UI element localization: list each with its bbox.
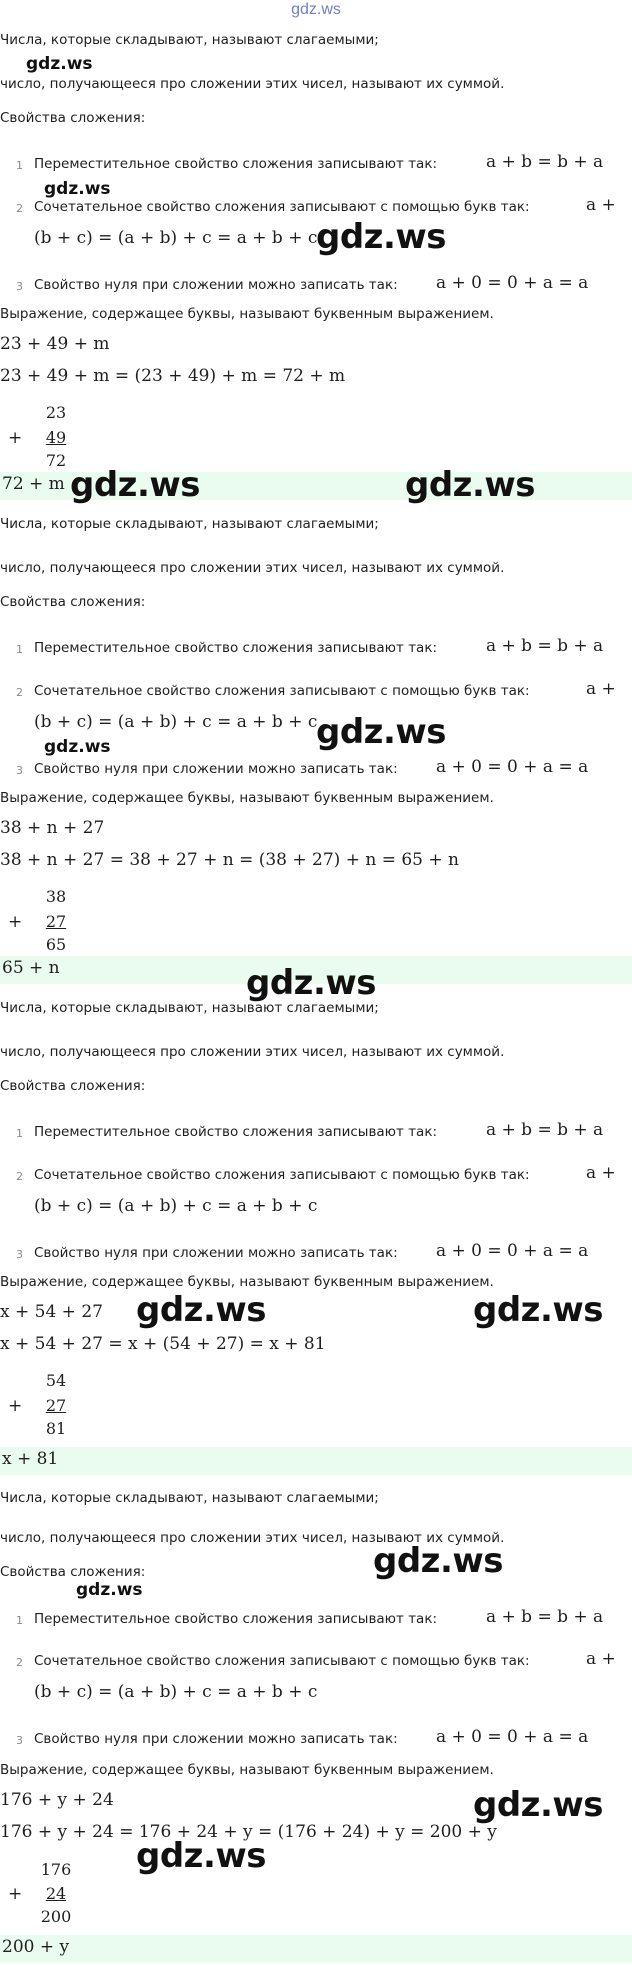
associative-formula: (b + c) = (a + b) + c = a + b + c — [34, 1682, 318, 1702]
property-associative: Сочетательное свойство сложения записывают с помощью букв так: — [34, 1653, 530, 1669]
commutative-formula: a + b = b + a — [486, 636, 604, 656]
transformation: 23 + 49 + m = (23 + 49) + m = 72 + m — [0, 366, 346, 386]
associative-formula-start: a + — [586, 1163, 616, 1183]
column-addend-1: 54 — [45, 1371, 67, 1390]
property-commutative: Переместительное свойство сложения записывают так: — [34, 156, 438, 172]
plus-sign: + — [8, 912, 23, 932]
associative-formula: (b + c) = (a + b) + c = a + b + c — [34, 1196, 318, 1216]
associative-formula-start: a + — [586, 1649, 616, 1669]
column-addend-2: 49 — [45, 428, 67, 447]
column-sum: 72 — [45, 451, 67, 470]
column-sum: 200 — [40, 1907, 72, 1926]
transformation: x + 54 + 27 = x + (54 + 27) = x + 81 — [0, 1334, 326, 1354]
list-number: 3 — [16, 764, 23, 777]
expression: 176 + y + 24 — [0, 1790, 114, 1810]
zero-formula: a + 0 = 0 + a = a — [436, 273, 589, 293]
property-associative: Сочетательное свойство сложения записывают с помощью букв так: — [34, 1167, 530, 1183]
watermark: gdz.ws — [76, 1580, 143, 1600]
terms-definition: Числа, которые складывают, называют слагаемыми; — [0, 1000, 379, 1016]
column-addend-2: 27 — [45, 912, 67, 931]
plus-sign: + — [8, 1396, 23, 1416]
list-number: 3 — [16, 1734, 23, 1747]
associative-formula: (b + c) = (a + b) + c = a + b + c — [34, 228, 318, 248]
letter-expression-definition: Выражение, содержащее буквы, называют буквенным выражением. — [0, 1274, 494, 1290]
property-zero: Свойство нуля при сложении можно записать так: — [34, 277, 398, 293]
plus-sign: + — [8, 1884, 23, 1904]
transformation: 176 + y + 24 = 176 + 24 + y = (176 + 24) + y = 200 + y — [0, 1822, 497, 1842]
property-zero: Свойство нуля при сложении можно записать так: — [34, 1245, 398, 1261]
expression: x + 54 + 27 — [0, 1302, 103, 1322]
zero-formula: a + 0 = 0 + a = a — [436, 1727, 589, 1747]
sum-definition: число, получающееся про сложении этих чисел, называют их суммой. — [0, 1530, 505, 1546]
list-number: 1 — [16, 1127, 23, 1140]
list-number: 1 — [16, 1614, 23, 1627]
answer: 65 + n — [2, 958, 60, 978]
watermark: gdz.ws — [26, 54, 93, 74]
letter-expression-definition: Выражение, содержащее буквы, называют буквенным выражением. — [0, 306, 494, 322]
watermark: gdz.ws — [136, 1290, 267, 1330]
answer: x + 81 — [2, 1449, 59, 1469]
watermark: gdz.ws — [316, 712, 447, 752]
sum-definition: число, получающееся про сложении этих чисел, называют их суммой. — [0, 76, 505, 92]
sum-definition: число, получающееся про сложении этих чисел, называют их суммой. — [0, 560, 505, 576]
transformation: 38 + n + 27 = 38 + 27 + n = (38 + 27) + n = 65 + n — [0, 850, 459, 870]
exercise-block-4 — [0, 1450, 632, 1932]
list-number: 1 — [16, 159, 23, 172]
column-addend-1: 38 — [45, 887, 67, 906]
watermark: gdz.ws — [44, 737, 111, 757]
list-number: 3 — [16, 1248, 23, 1261]
zero-formula: a + 0 = 0 + a = a — [436, 757, 589, 777]
list-number: 2 — [16, 1656, 23, 1669]
property-commutative: Переместительное свойство сложения записывают так: — [34, 1124, 438, 1140]
header-watermark: gdz.ws — [291, 1, 341, 18]
list-number: 2 — [16, 1170, 23, 1183]
commutative-formula: a + b = b + a — [486, 152, 604, 172]
answer: 200 + y — [2, 1937, 70, 1957]
commutative-formula: a + b = b + a — [486, 1607, 604, 1627]
watermark: gdz.ws — [316, 217, 447, 257]
properties-title: Свойства сложения: — [0, 110, 146, 126]
watermark: gdz.ws — [246, 963, 377, 1003]
list-number: 3 — [16, 280, 23, 293]
watermark: gdz.ws — [405, 465, 536, 505]
property-commutative: Переместительное свойство сложения записывают так: — [34, 640, 438, 656]
sum-definition: число, получающееся про сложении этих чисел, называют их суммой. — [0, 1044, 505, 1060]
exercise-block-3 — [0, 966, 632, 1448]
watermark: gdz.ws — [373, 1541, 504, 1581]
column-addend-2: 24 — [45, 1884, 67, 1903]
list-number: 2 — [16, 686, 23, 699]
column-addend-1: 176 — [40, 1860, 72, 1879]
watermark: gdz.ws — [70, 465, 201, 505]
terms-definition: Числа, которые складывают, называют слагаемыми; — [0, 516, 379, 532]
watermark: gdz.ws — [473, 1785, 604, 1825]
property-zero: Свойство нуля при сложении можно записать так: — [34, 1731, 398, 1747]
column-addend-1: 23 — [45, 403, 67, 422]
associative-formula-start: a + — [586, 195, 616, 215]
list-number: 2 — [16, 202, 23, 215]
letter-expression-definition: Выражение, содержащее буквы, называют буквенным выражением. — [0, 1762, 494, 1778]
properties-title: Свойства сложения: — [0, 1564, 146, 1580]
watermark: gdz.ws — [136, 1836, 267, 1876]
expression: 38 + n + 27 — [0, 818, 105, 838]
watermark: gdz.ws — [473, 1290, 604, 1330]
plus-sign: + — [8, 428, 23, 448]
property-associative: Сочетательное свойство сложения записывают с помощью букв так: — [34, 683, 530, 699]
commutative-formula: a + b = b + a — [486, 1120, 604, 1140]
properties-title: Свойства сложения: — [0, 594, 146, 610]
column-sum: 81 — [45, 1419, 67, 1438]
terms-definition: Числа, которые складывают, называют слагаемыми; — [0, 1490, 379, 1506]
watermark: gdz.ws — [44, 179, 111, 199]
associative-formula-start: a + — [586, 679, 616, 699]
zero-formula: a + 0 = 0 + a = a — [436, 1241, 589, 1261]
expression: 23 + 49 + m — [0, 334, 110, 354]
associative-formula: (b + c) = (a + b) + c = a + b + c — [34, 712, 318, 732]
property-commutative: Переместительное свойство сложения записывают так: — [34, 1611, 438, 1627]
property-associative: Сочетательное свойство сложения записывают с помощью букв так: — [34, 199, 530, 215]
property-zero: Свойство нуля при сложении можно записать так: — [34, 761, 398, 777]
list-number: 1 — [16, 643, 23, 656]
letter-expression-definition: Выражение, содержащее буквы, называют буквенным выражением. — [0, 790, 494, 806]
column-sum: 65 — [45, 935, 67, 954]
terms-definition: Числа, которые складывают, называют слагаемыми; — [0, 32, 379, 48]
answer-bar — [0, 1935, 632, 1963]
properties-title: Свойства сложения: — [0, 1078, 146, 1094]
column-addend-2: 27 — [45, 1396, 67, 1415]
answer: 72 + m — [2, 474, 65, 494]
